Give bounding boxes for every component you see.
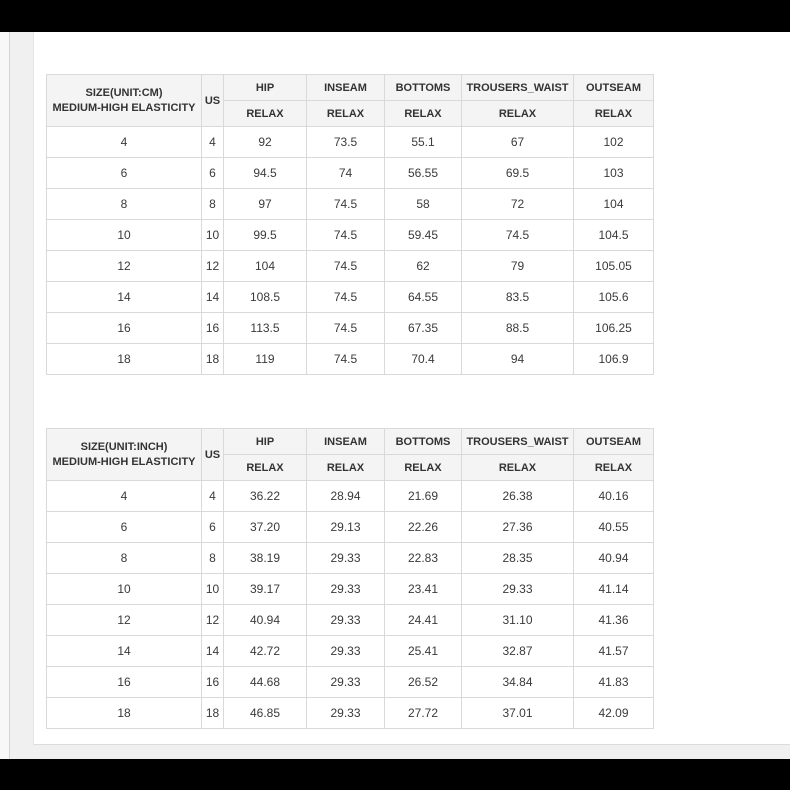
hip-relax-subheader: RELAX xyxy=(224,455,307,481)
hip-value-cell: 37.20 xyxy=(224,512,307,543)
table-row xyxy=(47,605,654,636)
trousers-waist-value-cell: 88.5 xyxy=(462,313,574,344)
trousers-waist-value-cell: 28.35 xyxy=(462,543,574,574)
hip-value-cell: 46.85 xyxy=(224,698,307,729)
hip-value-cell: 104 xyxy=(224,251,307,282)
us-cell: 6 xyxy=(202,158,224,189)
hip-column-header: HIP xyxy=(224,429,307,455)
table-row xyxy=(47,189,654,220)
outseam-value-cell: 42.09 xyxy=(574,698,654,729)
size-table-cm xyxy=(46,74,654,375)
trousers-waist-column-header: TROUSERS_WAIST xyxy=(462,429,574,455)
inseam-value-cell: 74 xyxy=(307,158,385,189)
size-cell: 14 xyxy=(47,636,202,667)
us-cell: 18 xyxy=(202,344,224,375)
size-chart-panel xyxy=(33,32,790,745)
bottoms-value-cell: 26.52 xyxy=(385,667,462,698)
table-row xyxy=(47,636,654,667)
bottoms-value-cell: 62 xyxy=(385,251,462,282)
us-cell: 14 xyxy=(202,636,224,667)
size-cell: 4 xyxy=(47,481,202,512)
inseam-value-cell: 74.5 xyxy=(307,344,385,375)
bottoms-value-cell: 22.26 xyxy=(385,512,462,543)
hip-value-cell: 44.68 xyxy=(224,667,307,698)
hip-value-cell: 39.17 xyxy=(224,574,307,605)
trousers-waist-value-cell: 31.10 xyxy=(462,605,574,636)
outseam-value-cell: 41.14 xyxy=(574,574,654,605)
size-unit-line: SIZE(UNIT:INCH) xyxy=(80,441,168,454)
us-cell: 4 xyxy=(202,481,224,512)
outseam-value-cell: 105.05 xyxy=(574,251,654,282)
table-row xyxy=(47,543,654,574)
inseam-value-cell: 29.33 xyxy=(307,574,385,605)
size-table-cm-body xyxy=(47,127,654,375)
us-cell: 8 xyxy=(202,189,224,220)
inseam-value-cell: 74.5 xyxy=(307,313,385,344)
table-row xyxy=(47,512,654,543)
size-cell: 18 xyxy=(47,344,202,375)
hip-value-cell: 113.5 xyxy=(224,313,307,344)
table-row xyxy=(47,158,654,189)
outseam-value-cell: 40.16 xyxy=(574,481,654,512)
us-cell: 16 xyxy=(202,313,224,344)
trousers-waist-value-cell: 67 xyxy=(462,127,574,158)
hip-relax-subheader: RELAX xyxy=(224,101,307,127)
size-cell: 10 xyxy=(47,220,202,251)
bottoms-value-cell: 27.72 xyxy=(385,698,462,729)
size-cell: 12 xyxy=(47,605,202,636)
header-row-main xyxy=(47,75,654,101)
outseam-value-cell: 40.55 xyxy=(574,512,654,543)
size-cell: 18 xyxy=(47,698,202,729)
outseam-value-cell: 106.25 xyxy=(574,313,654,344)
outseam-value-cell: 105.6 xyxy=(574,282,654,313)
table-row xyxy=(47,282,654,313)
table-row xyxy=(47,574,654,605)
table-row xyxy=(47,698,654,729)
left-gutter xyxy=(0,32,10,759)
bottoms-value-cell: 24.41 xyxy=(385,605,462,636)
us-cell: 12 xyxy=(202,251,224,282)
bottoms-value-cell: 67.35 xyxy=(385,313,462,344)
hip-value-cell: 119 xyxy=(224,344,307,375)
inseam-value-cell: 29.33 xyxy=(307,667,385,698)
table-row xyxy=(47,127,654,158)
hip-value-cell: 99.5 xyxy=(224,220,307,251)
inseam-value-cell: 74.5 xyxy=(307,220,385,251)
hip-column-header: HIP xyxy=(224,75,307,101)
trousers-waist-value-cell: 29.33 xyxy=(462,574,574,605)
inseam-value-cell: 74.5 xyxy=(307,282,385,313)
hip-value-cell: 38.19 xyxy=(224,543,307,574)
table-row xyxy=(47,313,654,344)
inseam-value-cell: 73.5 xyxy=(307,127,385,158)
trousers-waist-value-cell: 69.5 xyxy=(462,158,574,189)
size-table-inch-body xyxy=(47,481,654,729)
hip-value-cell: 97 xyxy=(224,189,307,220)
size-cell: 6 xyxy=(47,158,202,189)
us-column-header: US xyxy=(202,429,224,481)
trousers-waist-value-cell: 94 xyxy=(462,344,574,375)
hip-value-cell: 36.22 xyxy=(224,481,307,512)
size-cell: 6 xyxy=(47,512,202,543)
outseam-value-cell: 41.83 xyxy=(574,667,654,698)
outseam-value-cell: 106.9 xyxy=(574,344,654,375)
hip-value-cell: 94.5 xyxy=(224,158,307,189)
size-cell: 16 xyxy=(47,313,202,344)
inseam-relax-subheader: RELAX xyxy=(307,101,385,127)
trousers-waist-value-cell: 34.84 xyxy=(462,667,574,698)
top-letterbox-bar xyxy=(0,0,790,32)
size-cell: 12 xyxy=(47,251,202,282)
outseam-value-cell: 104.5 xyxy=(574,220,654,251)
trousers-waist-value-cell: 37.01 xyxy=(462,698,574,729)
inseam-column-header: INSEAM xyxy=(307,429,385,455)
outseam-value-cell: 103 xyxy=(574,158,654,189)
trousers-waist-column-header: TROUSERS_WAIST xyxy=(462,75,574,101)
table-row xyxy=(47,251,654,282)
table-row xyxy=(47,220,654,251)
us-cell: 12 xyxy=(202,605,224,636)
size-cell: 10 xyxy=(47,574,202,605)
outseam-relax-subheader: RELAX xyxy=(574,101,654,127)
bottoms-relax-subheader: RELAX xyxy=(385,101,462,127)
size-cell: 8 xyxy=(47,543,202,574)
size-cell: 8 xyxy=(47,189,202,220)
bottoms-value-cell: 58 xyxy=(385,189,462,220)
us-cell: 6 xyxy=(202,512,224,543)
trousers-waist-value-cell: 74.5 xyxy=(462,220,574,251)
bottoms-value-cell: 59.45 xyxy=(385,220,462,251)
table-row xyxy=(47,344,654,375)
us-cell: 18 xyxy=(202,698,224,729)
trousers-waist-value-cell: 83.5 xyxy=(462,282,574,313)
hip-value-cell: 92 xyxy=(224,127,307,158)
trousers-waist-relax-subheader: RELAX xyxy=(462,455,574,481)
size-cell: 14 xyxy=(47,282,202,313)
us-cell: 14 xyxy=(202,282,224,313)
bottoms-value-cell: 21.69 xyxy=(385,481,462,512)
us-cell: 16 xyxy=(202,667,224,698)
size-cell: 16 xyxy=(47,667,202,698)
hip-value-cell: 42.72 xyxy=(224,636,307,667)
hip-value-cell: 40.94 xyxy=(224,605,307,636)
outseam-value-cell: 40.94 xyxy=(574,543,654,574)
inseam-value-cell: 29.33 xyxy=(307,636,385,667)
inseam-value-cell: 28.94 xyxy=(307,481,385,512)
hip-value-cell: 108.5 xyxy=(224,282,307,313)
inseam-relax-subheader: RELAX xyxy=(307,455,385,481)
size-table-cm-header xyxy=(47,75,654,127)
bottoms-value-cell: 64.55 xyxy=(385,282,462,313)
us-cell: 10 xyxy=(202,574,224,605)
header-row-main xyxy=(47,429,654,455)
us-cell: 8 xyxy=(202,543,224,574)
us-column-header: US xyxy=(202,75,224,127)
bottoms-value-cell: 25.41 xyxy=(385,636,462,667)
us-cell: 10 xyxy=(202,220,224,251)
outseam-value-cell: 41.36 xyxy=(574,605,654,636)
trousers-waist-value-cell: 26.38 xyxy=(462,481,574,512)
size-unit-header xyxy=(47,429,202,481)
bottoms-column-header: BOTTOMS xyxy=(385,429,462,455)
us-cell: 4 xyxy=(202,127,224,158)
size-unit-header xyxy=(47,75,202,127)
elasticity-line: MEDIUM-HIGH ELASTICITY xyxy=(52,101,196,114)
trousers-waist-relax-subheader: RELAX xyxy=(462,101,574,127)
size-unit-line: SIZE(UNIT:CM) xyxy=(85,87,163,100)
elasticity-line: MEDIUM-HIGH ELASTICITY xyxy=(52,455,196,468)
bottoms-value-cell: 22.83 xyxy=(385,543,462,574)
inseam-value-cell: 29.33 xyxy=(307,698,385,729)
size-cell: 4 xyxy=(47,127,202,158)
trousers-waist-value-cell: 27.36 xyxy=(462,512,574,543)
outseam-column-header: OUTSEAM xyxy=(574,75,654,101)
outseam-column-header: OUTSEAM xyxy=(574,429,654,455)
bottoms-column-header: BOTTOMS xyxy=(385,75,462,101)
inseam-value-cell: 29.33 xyxy=(307,605,385,636)
trousers-waist-value-cell: 79 xyxy=(462,251,574,282)
size-table-inch xyxy=(46,428,654,729)
table-row xyxy=(47,667,654,698)
table-row xyxy=(47,481,654,512)
bottoms-value-cell: 70.4 xyxy=(385,344,462,375)
trousers-waist-value-cell: 72 xyxy=(462,189,574,220)
outseam-value-cell: 102 xyxy=(574,127,654,158)
bottoms-relax-subheader: RELAX xyxy=(385,455,462,481)
size-table-inch-header xyxy=(47,429,654,481)
bottom-letterbox-bar xyxy=(0,759,790,790)
outseam-relax-subheader: RELAX xyxy=(574,455,654,481)
inseam-column-header: INSEAM xyxy=(307,75,385,101)
bottoms-value-cell: 56.55 xyxy=(385,158,462,189)
bottoms-value-cell: 55.1 xyxy=(385,127,462,158)
outseam-value-cell: 104 xyxy=(574,189,654,220)
trousers-waist-value-cell: 32.87 xyxy=(462,636,574,667)
bottoms-value-cell: 23.41 xyxy=(385,574,462,605)
inseam-value-cell: 29.13 xyxy=(307,512,385,543)
inseam-value-cell: 74.5 xyxy=(307,251,385,282)
inseam-value-cell: 74.5 xyxy=(307,189,385,220)
outseam-value-cell: 41.57 xyxy=(574,636,654,667)
inseam-value-cell: 29.33 xyxy=(307,543,385,574)
